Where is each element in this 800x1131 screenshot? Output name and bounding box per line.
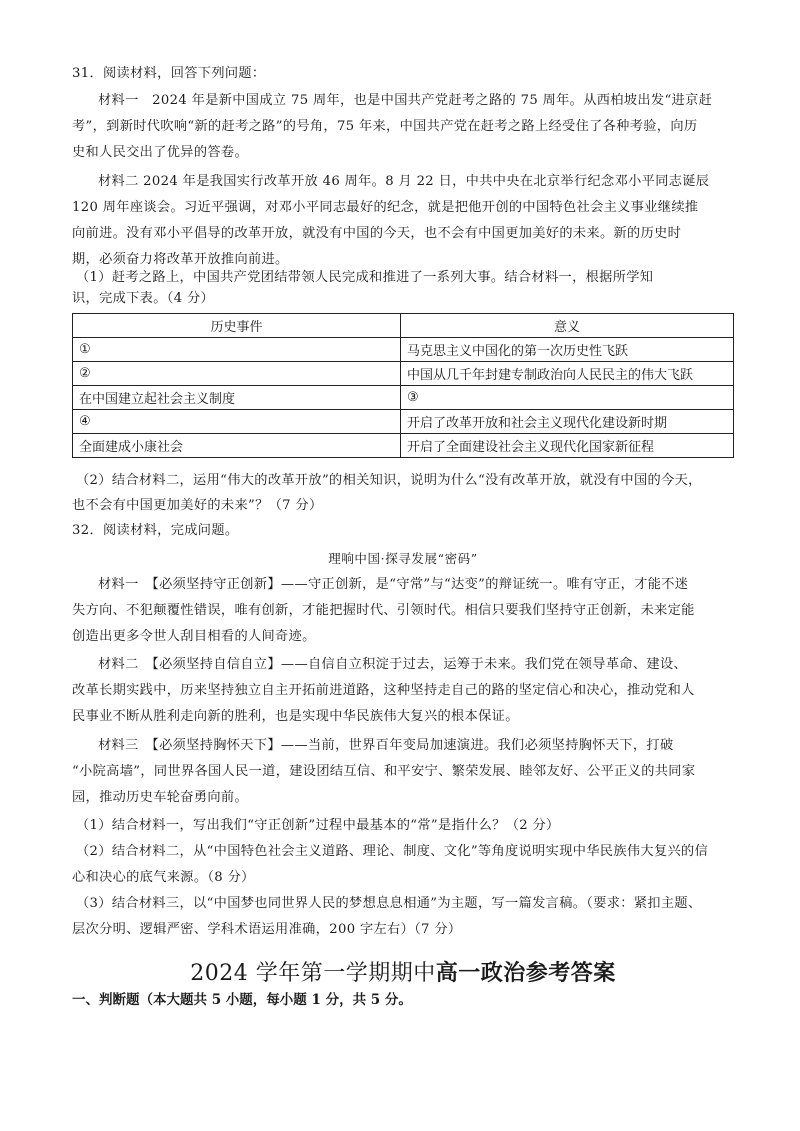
table-cell-significance: 马克思主义中国化的第一次历史性飞跃 xyxy=(401,338,734,362)
table-header-event: 历史事件 xyxy=(73,314,401,338)
table-row xyxy=(73,386,734,410)
q32-material1-line: 失方向、不犯颠覆性错误，唯有创新，才能把握时代、引领时代。相信只要我们坚持守正创新，未来定能 xyxy=(72,603,695,618)
q32-material1-line: 创造出更多令世人刮目相看的人间奇迹。 xyxy=(72,629,316,644)
q31-material1-line: 考”，到新时代吹响“新的赶考之路”的号角，75 年来，中国共产党在赶考之路上经受住了各种考验，向历 xyxy=(72,119,698,134)
q32-question-line: （2）结合材料二，从“中国特色社会主义道路、理论、制度、文化”等角度说明实现中华民族伟大复兴的信 xyxy=(76,844,709,859)
table-row xyxy=(73,338,734,362)
table-cell-event: ② xyxy=(73,362,401,386)
q32-material2-line: 改革长期实践中，历来坚持独立自主开拓前进道路，这种坚持走自己的路的坚定信心和决心，推动党和人 xyxy=(72,683,695,698)
q32-material1-line: 材料一 【必须坚持守正创新】——守正创新，是“守常”与“达变”的辩证统一。唯有守正，才能不迷 xyxy=(98,577,689,592)
table-row xyxy=(73,362,734,386)
table-row xyxy=(73,434,734,458)
table-row xyxy=(73,410,734,434)
table-cell-significance: 中国从几千年封建专制政治向人民民主的伟大飞跃 xyxy=(401,362,734,386)
table-cell-event: 在中国建立起社会主义制度 xyxy=(73,386,401,410)
q31-material2-line: 120 周年座谈会。习近平强调，对邓小平同志最好的纪念，就是把他开创的中国特色社会主义事业继续推 xyxy=(72,200,699,215)
table-header-significance: 意义 xyxy=(401,314,734,338)
q31-sub1-line: （1）赶考之路上，中国共产党团结带领人民完成和推进了一系列大事。结合材料一，根据所学知 xyxy=(76,270,654,285)
table-cell-event: ④ xyxy=(73,410,401,434)
q32-question-line: 心和决心的底气来源。（8 分） xyxy=(72,870,255,885)
q32-material3-line: “小院高墙”，同世界各国人民一道，建设团结互信、和平安宁、繁荣发展、睦邻友好、公平正义的共同家 xyxy=(72,764,696,779)
answer-section-heading: 一、判断题（本大题共 5 小题，每小题 1 分，共 5 分。 xyxy=(72,992,412,1008)
q31-heading: 31．阅读材料，回答下列问题： xyxy=(72,66,266,81)
answer-key-title-part1: 2024 学年第一学期期中 xyxy=(190,961,436,986)
q31-material1-line: 材料一 2024 年是新中国成立 75 周年，也是中国共产党赶考之路的 75 周年。从西柏坡出发“进京赶 xyxy=(98,93,713,108)
q31-material2-line: 向前进。没有邓小平倡导的改革开放，就没有中国的今天，也不会有中国更加美好的未来。新的历史时 xyxy=(72,226,682,241)
q31-sub1-line: 识，完成下表。（4 分） xyxy=(72,291,215,306)
q31-material2-line: 期，必须奋力将改革开放推向前进。 xyxy=(72,252,289,267)
q32-material2-line: 民事业不断从胜利走向新的胜利，也是实现中华民族伟大复兴的根本保证。 xyxy=(72,709,519,724)
table-header-row xyxy=(73,314,734,338)
q31-sub2-line: 也不会有中国更加美好的未来”？（7 分） xyxy=(72,498,323,513)
q31-material2-line: 材料二 2024 年是我国实行改革开放 46 周年。8 月 22 日，中共中央在北京举行纪念邓小平同志诞辰 xyxy=(98,174,710,189)
q32-question-line: （1）结合材料一，写出我们“守正创新”过程中最基本的“常”是指什么？（2 分） xyxy=(76,818,560,833)
q32-material3-line: 园，推动历史车轮奋勇向前。 xyxy=(72,790,248,805)
events-table xyxy=(72,313,734,458)
q31-sub2-line: （2）结合材料二，运用“伟大的改革开放”的相关知识，说明为什么“没有改革开放，就没有中国的今天， xyxy=(76,473,702,488)
q31-material1-line: 史和人民交出了优异的答卷。 xyxy=(72,145,248,160)
q32-subtitle: 理响中国·探寻发展“密码” xyxy=(328,551,478,566)
q32-heading: 32．阅读材料，完成问题。 xyxy=(72,523,239,538)
table-cell-event: 全面建成小康社会 xyxy=(73,434,401,458)
answer-key-title xyxy=(72,956,734,987)
q32-question-line: （3）结合材料三，以“中国梦也同世界人民的梦想息息相通”为主题，写一篇发言稿。（要求：紧扣主题、 xyxy=(76,896,702,911)
table-cell-significance: ③ xyxy=(401,386,734,410)
answer-key-title-part2: 高一政治参考答案 xyxy=(435,960,616,986)
table-cell-event: ① xyxy=(73,338,401,362)
q32-material2-line: 材料二 【必须坚持自信自立】——自信自立积淀于过去，运筹于未来。我们党在领导革命、建设、 xyxy=(98,657,688,672)
q32-material3-line: 材料三 【必须坚持胸怀天下】——当前，世界百年变局加速演进。我们必须坚持胸怀天下，打破 xyxy=(98,738,674,753)
table-cell-significance: 开启了改革开放和社会主义现代化建设新时期 xyxy=(401,410,734,434)
table-cell-significance: 开启了全面建设社会主义现代化国家新征程 xyxy=(401,434,734,458)
q32-question-line: 层次分明、逻辑严密、学科术语运用准确，200 字左右）（7 分） xyxy=(72,922,462,937)
